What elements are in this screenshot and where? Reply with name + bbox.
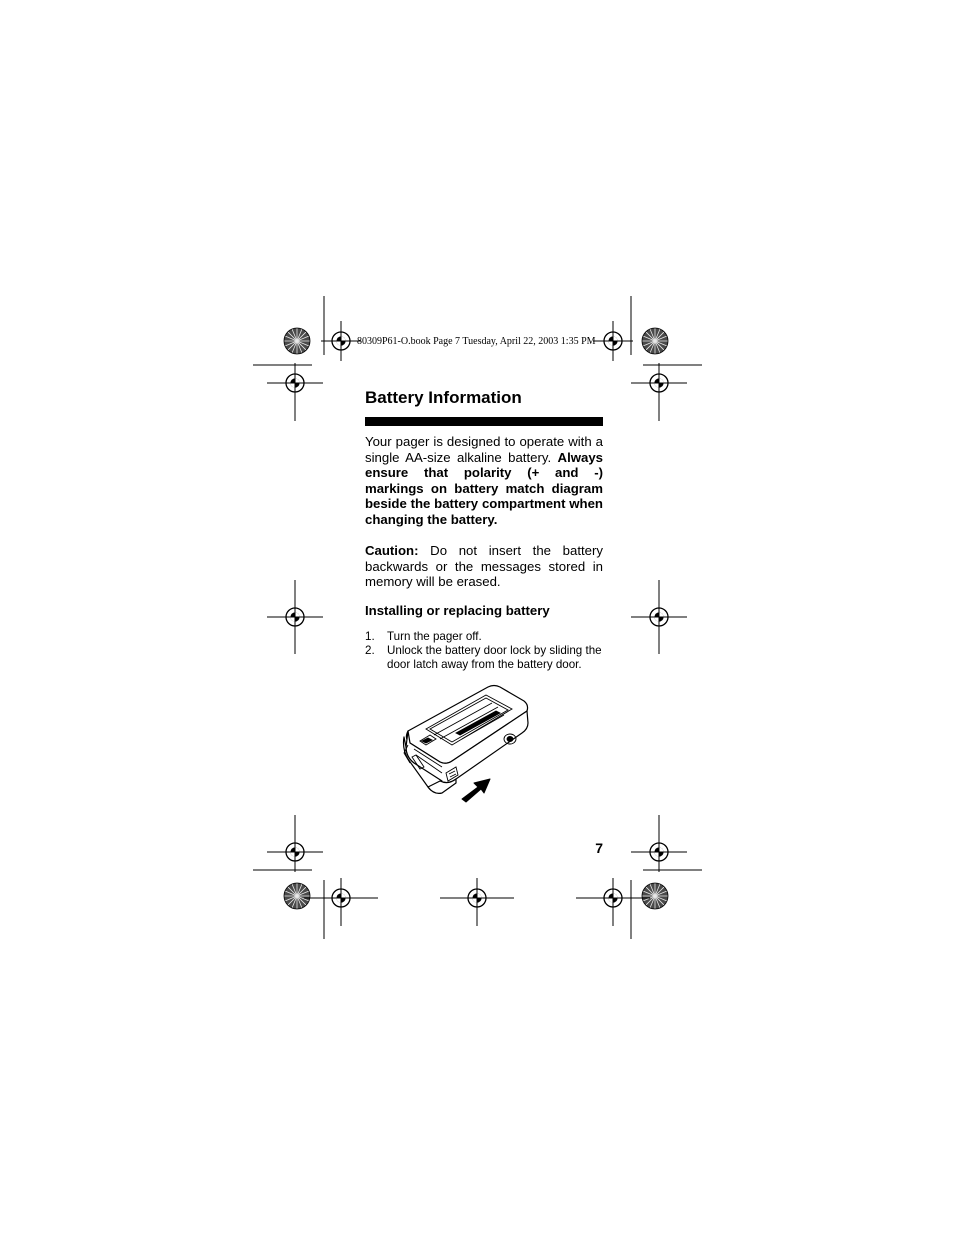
intro-text: Your pager is designed to operate with a single AA-size alkaline battery. — [365, 434, 603, 465]
page-number: 7 — [595, 840, 603, 856]
page-content — [365, 387, 603, 672]
section-title: Battery Information — [365, 388, 522, 407]
list-item — [365, 644, 603, 672]
pager-battery-door-illustration — [400, 683, 535, 803]
subsection-title: Installing or replacing battery — [365, 602, 550, 618]
battery-intro-paragraph — [365, 434, 603, 527]
caution-text: Do not insert the battery backwards or the messages stored in memory will be erased. — [365, 543, 603, 589]
step-number: 2. — [365, 643, 375, 657]
polarity-warning: Always ensure that polarity (+ and -) markings on battery match diagram beside the battery compartment when changing the battery. — [365, 449, 603, 527]
book-slug-line: 80309P61-O.book Page 7 Tuesday, April 22, 2003 1:35 PM — [357, 336, 596, 347]
step-number: 1. — [365, 629, 375, 643]
arrow-up-right-icon — [462, 779, 490, 802]
caution-label: Caution: — [365, 543, 419, 558]
caution-paragraph — [365, 543, 603, 590]
list-item — [365, 630, 603, 644]
steps-list — [365, 630, 603, 672]
title-rule — [365, 417, 603, 426]
step-text: Unlock the battery door lock by sliding the door latch away from the battery door. — [387, 643, 602, 671]
step-text: Turn the pager off. — [387, 629, 482, 643]
